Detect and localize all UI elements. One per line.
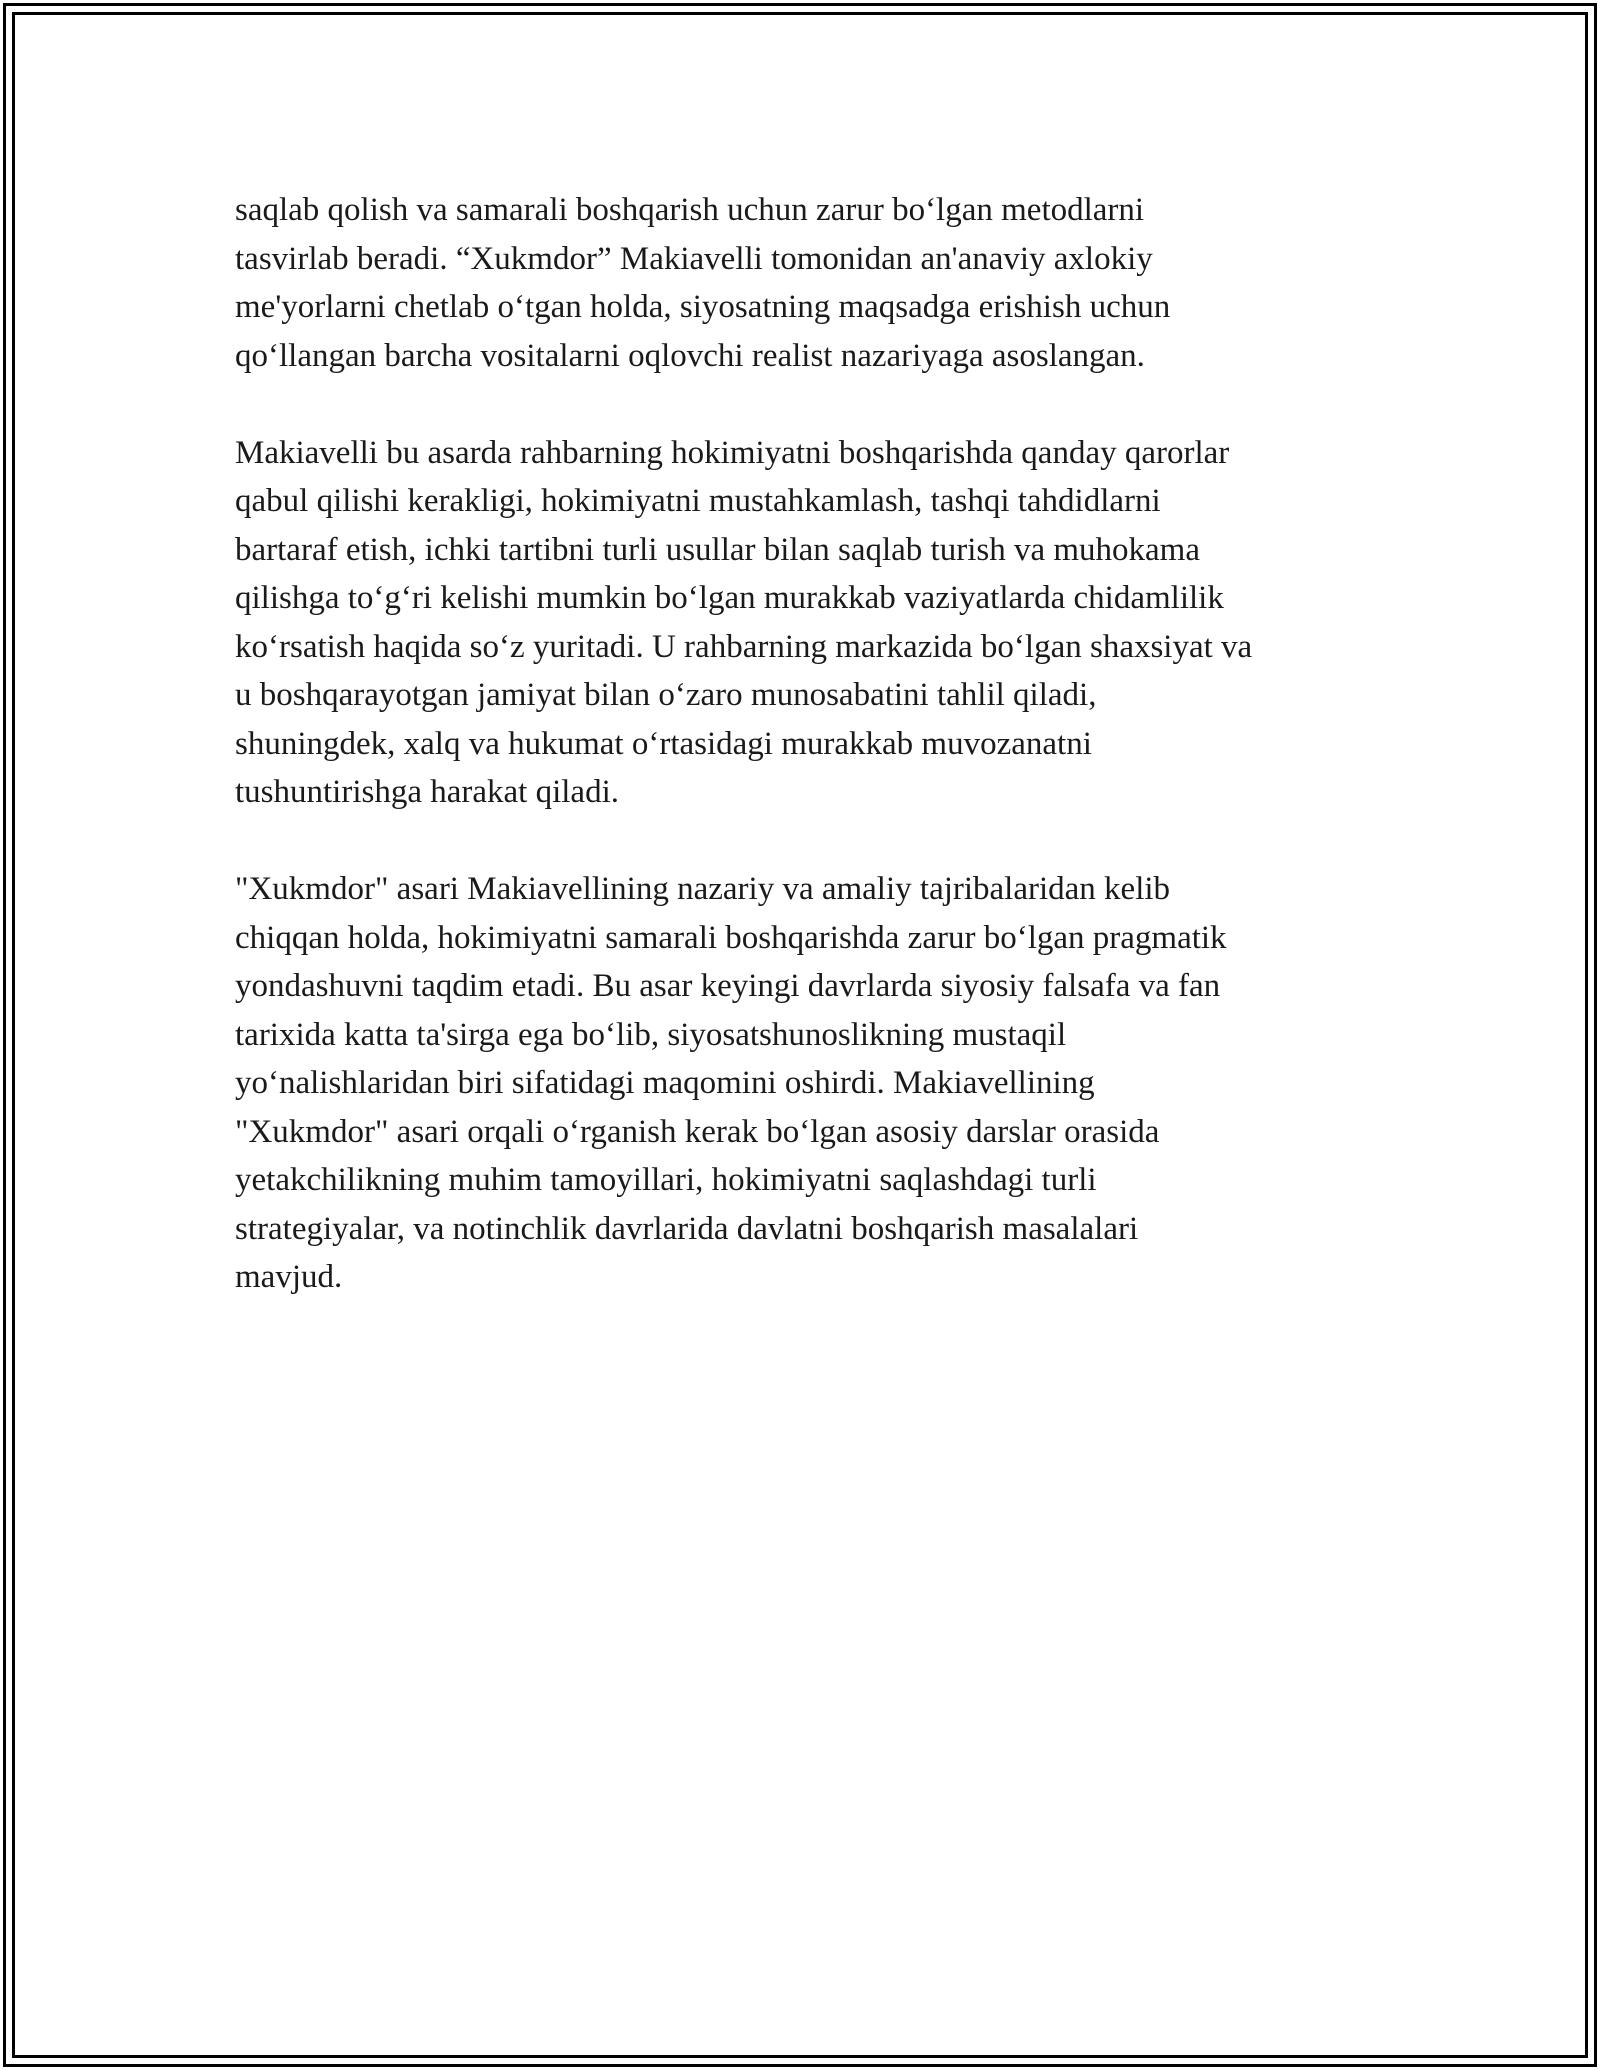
paragraph-1: saqlab qolish va samarali boshqarish uchun zarur bo‘lgan metodlarni tasvirlab beradi. “Xukmdor” Makiavelli tomonidan an'anaviy axlokiy me'yorlarni chetlab o‘tgan holda, siyosatning maqsadga erishish uchun qo‘llangan barcha vositalarni oqlovchi realist nazariyaga asoslangan. — [235, 192, 1171, 374]
paragraph-2: Makiavelli bu asarda rahbarning hokimiyatni boshqarishda qanday qarorlar qabul qilishi kerakligi, hokimiyatni mustahkamlash, tashqi tahdidlarni bartaraf etish, ichki tartibni turli usullar bilan saqlab turish va muhokama qilishga to‘g‘ri kelishi mumkin bo‘lgan murakkab vaziyatlarda chidamlilik ko‘rsatish haqida so‘z yuritadi. U rahbarning markazida bo‘lgan shaxsiyat va u boshqarayotgan jamiyat bilan o‘zaro munosabatini tahlil qiladi, shuningdek, xalq va hukumat o‘rtasidagi murakkab muvozanatni tushuntirishga harakat qiladi. — [235, 434, 1253, 810]
paragraph-3: "Xukmdor" asari Makiavellining nazariy va amaliy tajribalaridan kelib chiqqan holda, hokimiyatni samarali boshqarishda zarur bo‘lgan pragmatik yondashuvni taqdim etadi. Bu asar keyingi davrlarda siyosiy falsafa va fan tarixida katta ta'sirga ega bo‘lib, siyosatshunoslikning mustaqil yo‘nalishlaridan biri sifatidagi maqomini oshirdi. Makiavellining "Xukmdor" asari orqali o‘rganish kerak bo‘lgan asosiy darslar orasida yetakchilikning muhim tamoyillari, hokimiyatni saqlashdagi turli strategiyalar, va notinchlik davrlarida davlatni boshqarish masalalari mavjud. — [235, 871, 1227, 1295]
document-body — [235, 186, 1375, 1350]
